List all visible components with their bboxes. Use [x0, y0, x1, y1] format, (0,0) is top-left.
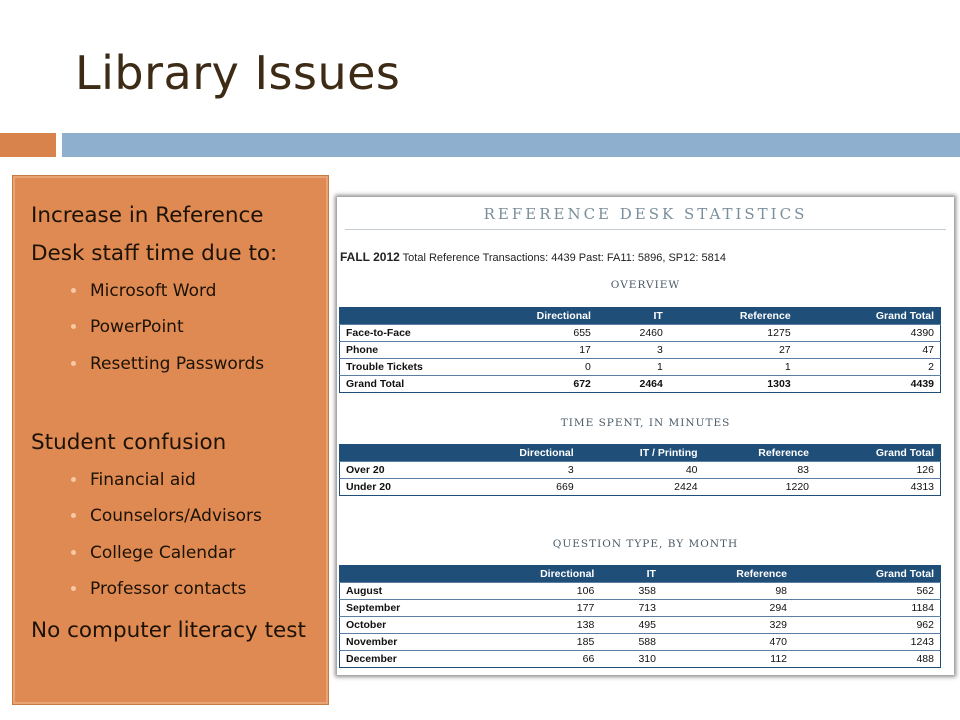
row-label: December: [340, 651, 463, 668]
table-cell: 27: [669, 342, 797, 359]
table-header-row: [340, 566, 941, 583]
table-cell: 962: [793, 617, 940, 634]
section-heading-time-spent: TIME SPENT, IN MINUTES: [560, 417, 731, 429]
column-header: Grand Total: [793, 566, 940, 583]
row-label: August: [340, 583, 463, 600]
slide-title: Library Issues: [75, 46, 401, 100]
stats-summary: [340, 250, 726, 264]
table-row: [340, 359, 941, 376]
table-header-row: [340, 308, 941, 325]
column-header: Directional: [462, 308, 597, 325]
table-header-row: [340, 445, 941, 462]
table-cell: 0: [462, 359, 597, 376]
sub-bullet-item: College Calendar: [31, 535, 320, 571]
column-header: IT: [600, 566, 662, 583]
table-cell: 177: [462, 600, 600, 617]
bullet-group-student-confusion: [31, 424, 320, 607]
summary-text: Total Reference Transactions: 4439 Past: FA11: 5896, SP12: 5814: [402, 252, 726, 264]
table-row: [340, 600, 941, 617]
table-cell: 83: [704, 462, 815, 479]
table-cell: 672: [462, 376, 597, 393]
bullet-heading: Increase in Reference Desk staff time due to:: [31, 203, 278, 266]
column-header: [340, 566, 463, 583]
table-cell: 3: [597, 342, 669, 359]
table-cell: 1303: [669, 376, 797, 393]
bullet-dot-icon: [71, 361, 76, 366]
bullet-heading: Student confusion: [31, 430, 227, 455]
table-cell: 138: [462, 617, 600, 634]
bullet-dot-icon: [71, 513, 76, 518]
row-label: Face-to-Face: [340, 325, 463, 342]
table-cell: 470: [662, 634, 793, 651]
column-header: Directional: [462, 566, 600, 583]
table-cell: 66: [462, 651, 600, 668]
stats-title: REFERENCE DESK STATISTICS: [337, 205, 954, 223]
table-cell: 106: [462, 583, 600, 600]
table-cell: 40: [580, 462, 704, 479]
table-cell: 329: [662, 617, 793, 634]
table-cell: 2460: [597, 325, 669, 342]
bullet-dot-icon: [71, 324, 76, 329]
time-spent-table: [339, 444, 941, 496]
table-cell: 294: [662, 600, 793, 617]
accent-bar-blue: [62, 133, 960, 157]
table-cell: 4439: [797, 376, 941, 393]
bullet-dot-icon: [71, 586, 76, 591]
table-cell: 2464: [597, 376, 669, 393]
section-heading-question-type: QUESTION TYPE, BY MONTH: [552, 538, 739, 550]
sub-bullet-item: Microsoft Word: [31, 273, 320, 309]
sub-bullet-list: [31, 462, 320, 607]
sub-bullet-list: [31, 273, 320, 382]
column-header: Reference: [669, 308, 797, 325]
table-cell: 669: [462, 479, 580, 496]
table-row: [340, 462, 941, 479]
table-cell: 2424: [580, 479, 704, 496]
row-label: Under 20: [340, 479, 463, 496]
table-cell: 2: [797, 359, 941, 376]
column-header: Reference: [704, 445, 815, 462]
bullet-dot-icon: [71, 550, 76, 555]
table-cell: 47: [797, 342, 941, 359]
column-header: Directional: [462, 445, 580, 462]
row-label: October: [340, 617, 463, 634]
table-cell: 310: [600, 651, 662, 668]
table-cell: 713: [600, 600, 662, 617]
table-cell: 1275: [669, 325, 797, 342]
table-cell: 1: [669, 359, 797, 376]
column-header: IT: [597, 308, 669, 325]
column-header: IT / Printing: [580, 445, 704, 462]
row-label: Trouble Tickets: [340, 359, 463, 376]
column-header: Grand Total: [815, 445, 940, 462]
accent-bar-orange: [0, 133, 56, 157]
sub-bullet-item: Financial aid: [31, 462, 320, 498]
question-type-table: [339, 565, 941, 668]
table-cell: 17: [462, 342, 597, 359]
table-cell: 1220: [704, 479, 815, 496]
sub-bullet-item: PowerPoint: [31, 309, 320, 345]
bullet-group-literacy-test: [31, 612, 320, 650]
table-cell: 3: [462, 462, 580, 479]
table-cell: 185: [462, 634, 600, 651]
table-row: [340, 634, 941, 651]
column-header: Reference: [662, 566, 793, 583]
table-cell: 112: [662, 651, 793, 668]
column-header: [340, 308, 463, 325]
table-cell: 1: [597, 359, 669, 376]
table-row: [340, 651, 941, 668]
table-cell: 4390: [797, 325, 941, 342]
summary-term: FALL 2012: [340, 250, 400, 264]
table-cell: 562: [793, 583, 940, 600]
table-cell: 655: [462, 325, 597, 342]
table-cell: 488: [793, 651, 940, 668]
overview-table: [339, 307, 941, 393]
table-cell: 126: [815, 462, 940, 479]
table-cell: 98: [662, 583, 793, 600]
row-label: September: [340, 600, 463, 617]
row-label: Over 20: [340, 462, 463, 479]
table-row: [340, 479, 941, 496]
table-cell: 1243: [793, 634, 940, 651]
row-label: Grand Total: [340, 376, 463, 393]
row-label: November: [340, 634, 463, 651]
row-label: Phone: [340, 342, 463, 359]
table-row: [340, 342, 941, 359]
table-row: [340, 376, 941, 393]
sub-bullet-item: Resetting Passwords: [31, 346, 320, 382]
bullet-dot-icon: [71, 288, 76, 293]
bullet-panel: [12, 175, 329, 705]
table-cell: 4313: [815, 479, 940, 496]
table-cell: 1184: [793, 600, 940, 617]
sub-bullet-item: Counselors/Advisors: [31, 498, 320, 534]
table-cell: 588: [600, 634, 662, 651]
bullet-group-reference-desk: [31, 197, 320, 382]
table-row: [340, 325, 941, 342]
reference-desk-statistics-image: [337, 197, 954, 675]
table-row: [340, 617, 941, 634]
table-row: [340, 583, 941, 600]
table-cell: 495: [600, 617, 662, 634]
column-header: Grand Total: [797, 308, 941, 325]
table-cell: 358: [600, 583, 662, 600]
sub-bullet-item: Professor contacts: [31, 571, 320, 607]
bullet-heading: No computer literacy test: [31, 618, 306, 643]
section-heading-overview: OVERVIEW: [610, 279, 681, 291]
column-header: [340, 445, 463, 462]
bullet-dot-icon: [71, 477, 76, 482]
